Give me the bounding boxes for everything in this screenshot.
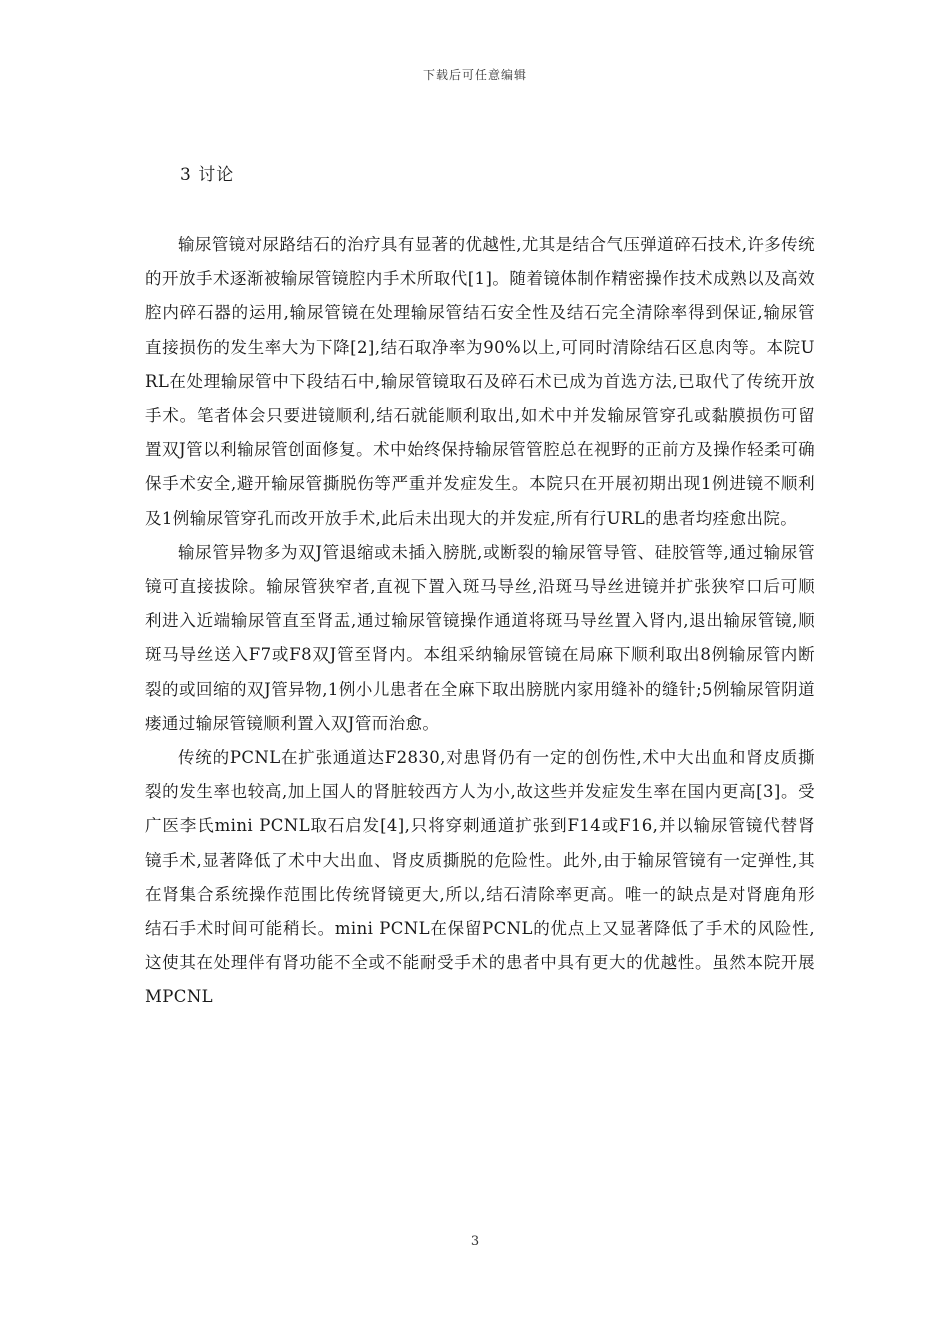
page-number: 3 bbox=[470, 1234, 480, 1249]
body-text bbox=[145, 228, 815, 1015]
page-header: 下载后可任意编辑 bbox=[422, 68, 527, 82]
section-heading: 3 讨论 bbox=[180, 165, 235, 185]
paragraph-3: 传统的PCNL在扩张通道达F2830,对患肾仍有一定的创伤性,术中大出血和肾皮质撕裂的发生率也较高,加上国人的肾脏较西方人为小,故这些并发症发生率在国内更高[3]。受广医李氏mini PCNL取石启发[4],只将穿刺通道扩张到F14或F16,并以输尿管镜代替肾镜手术,显著降低了术中大出血、肾皮质撕脱的危险性。此外,由于输尿管镜有一定弹性,其在肾集合系统操作范围比传统肾镜更大,所以,结石清除率更高。唯一的缺点是对肾鹿角形结石手术时间可能稍长。mini PCNL在保留PCNL的优点上又显著降低了手术的风险性,这使其在处理伴有肾功能不全或不能耐受手术的患者中具有更大的优越性。虽然本院开展MPCNL bbox=[145, 748, 815, 1007]
paragraph-1: 输尿管镜对尿路结石的治疗具有显著的优越性,尤其是结合气压弹道碎石技术,许多传统的开放手术逐渐被输尿管镜腔内手术所取代[1]。随着镜体制作精密操作技术成熟以及高效腔内碎石器的运用,输尿管镜在处理输尿管结石安全性及结石完全清除率得到保证,输尿管直接损伤的发生率大为下降[2],结石取净率为90%以上,可同时清除结石区息肉等。本院URL在处理输尿管中下段结石中,输尿管镜取石及碎石术已成为首选方法,已取代了传统开放手术。笔者体会只要进镜顺利,结石就能顺利取出,如术中并发输尿管穿孔或黏膜损伤可留置双J管以利输尿管创面修复。术中始终保持输尿管管腔总在视野的正前方及操作轻柔可确保手术安全,避开输尿管撕脱伤等严重并发症发生。本院只在开展初期出现1例进镜不顺利及1例输尿管穿孔而改开放手术,此后未出现大的并发症,所有行URL的患者均痊愈出院。 bbox=[145, 235, 815, 528]
paragraph-2: 输尿管异物多为双J管退缩或未插入膀胱,或断裂的输尿管导管、硅胶管等,通过输尿管镜可直接拔除。输尿管狭窄者,直视下置入斑马导丝,沿斑马导丝进镜并扩张狭窄口后可顺利进入近端输尿管直至肾盂,通过输尿管镜操作通道将斑马导丝置入肾内,退出输尿管镜,顺斑马导丝送入F7或F8双J管至肾内。本组采纳输尿管镜在局麻下顺利取出8例输尿管内断裂的或回缩的双J管异物,1例小儿患者在全麻下取出膀胱内家用缝补的缝针;5例输尿管阴道瘘通过输尿管镜顺利置入双J管而治愈。 bbox=[145, 542, 815, 733]
